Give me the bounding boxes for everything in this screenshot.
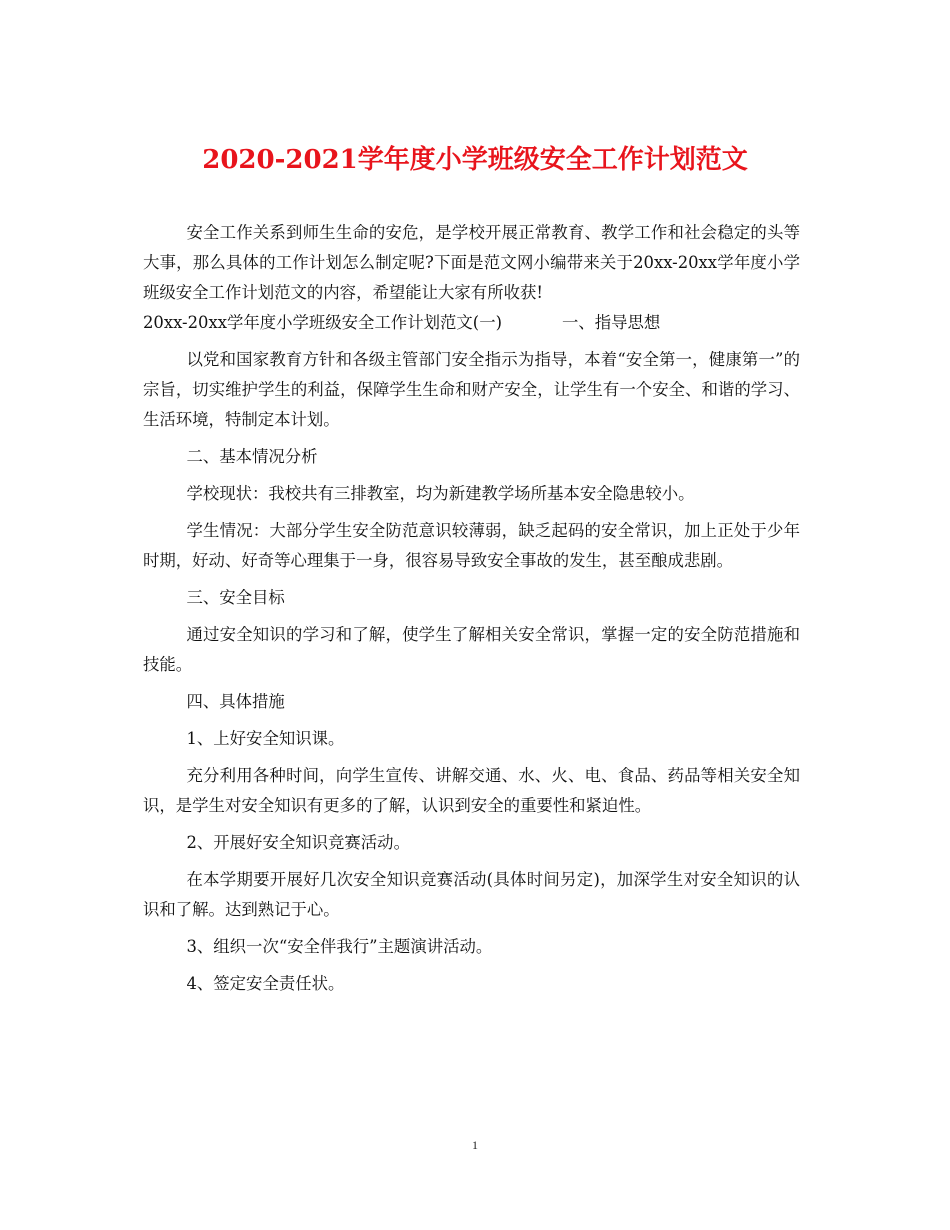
section-heading-measures: 四、具体措施 xyxy=(186,692,285,711)
measure-1-paragraph: 充分利用各种时间，向学生宣传、讲解交通、水、火、电、食品、药品等相关安全知识，是学生对安全知识有更多的了解，认识到安全的重要性和紧迫性。 xyxy=(143,766,800,815)
intro-paragraph: 安全工作关系到师生生命的安危，是学校开展正常教育、教学工作和社会稳定的头等大事，那么具体的工作计划怎么制定呢?下面是范文网小编带来关于20xx-20xx学年度小学班级安全工作计划范文的内容，希望能让大家有所收获! xyxy=(143,223,800,302)
measure-2-paragraph: 在本学期要开展好几次安全知识竞赛活动(具体时间另定)，加深学生对安全知识的认识和了解。达到熟记于心。 xyxy=(143,870,800,919)
section-heading-goal: 三、安全目标 xyxy=(186,588,285,607)
measure-item-1: 1、上好安全知识课。 xyxy=(186,729,345,748)
document-body xyxy=(143,218,800,1006)
measure-item-3: 3、组织一次“安全伴我行”主题演讲活动。 xyxy=(186,937,493,956)
guiding-paragraph: 以党和国家教育方针和各级主管部门安全指示为指导，本着“安全第一，健康第一”的宗旨，切实维护学生的利益，保障学生生命和财产安全，让学生有一个安全、和谐的学习、生活环境，特制定本计划。 xyxy=(143,350,800,429)
goal-paragraph: 通过安全知识的学习和了解，使学生了解相关安全常识，掌握一定的安全防范措施和技能。 xyxy=(143,625,800,674)
section-heading-situation: 二、基本情况分析 xyxy=(186,447,318,466)
school-status-paragraph: 学校现状：我校共有三排教室，均为新建教学场所基本安全隐患较小。 xyxy=(186,484,695,503)
subtitle-text: 20xx-20xx学年度小学班级安全工作计划范文(一) xyxy=(143,313,502,332)
student-situation-paragraph: 学生情况：大部分学生安全防范意识较薄弱，缺乏起码的安全常识，加上正处于少年时期，好动、好奇等心理集于一身，很容易导致安全事故的发生，甚至酿成悲剧。 xyxy=(143,521,800,570)
document-title: 2020-2021学年度小学班级安全工作计划范文 xyxy=(202,145,748,175)
page-number: 1 xyxy=(472,1138,478,1152)
intro-subtitle-line xyxy=(143,308,800,338)
measure-item-4: 4、签定安全责任状。 xyxy=(186,974,345,993)
measure-item-2: 2、开展好安全知识竞赛活动。 xyxy=(186,833,410,852)
section-heading-guiding-thought: 一、指导思想 xyxy=(561,313,661,332)
